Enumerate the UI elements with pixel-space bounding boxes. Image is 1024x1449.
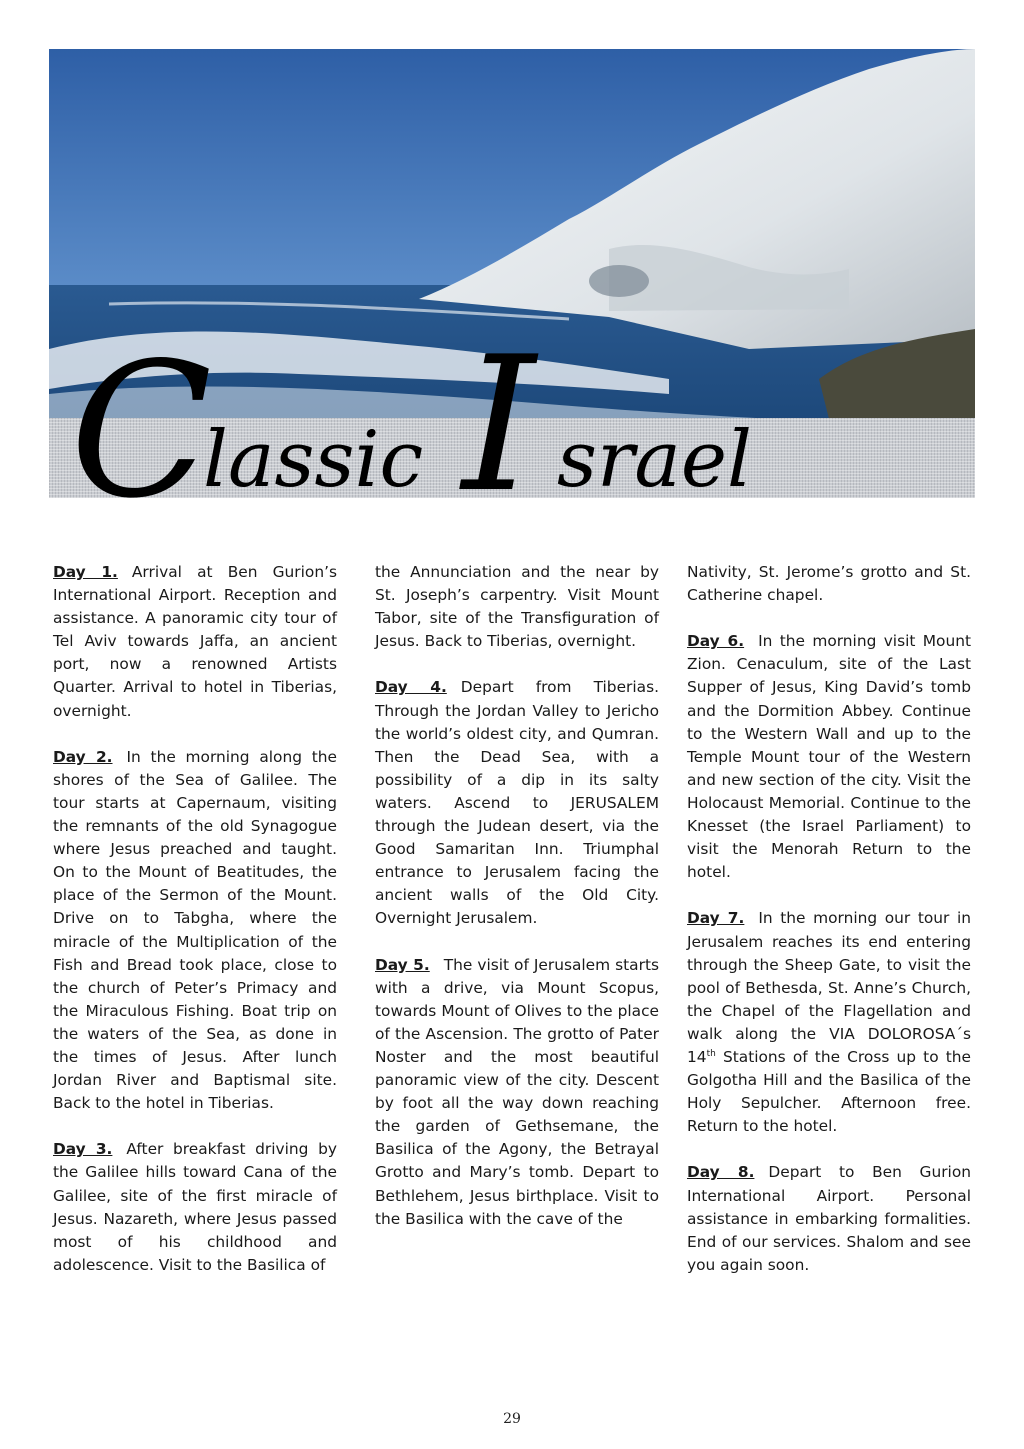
- day-1-paragraph: [53, 561, 337, 723]
- day-text: In the morning visit Mount Zion. Cenaculum, site of the Last Supper of Jesus, King David’s tomb and the Dormition Abbey. Continue to the Western Wall and up to the Temple Mount tour of the Western and new section of the city. Visit the Holocaust Memorial. Continue to the Knesset (the Israel Parliament) to visit the Menorah Return to the hotel.: [687, 632, 971, 882]
- day-text-continued: Stations of the Cross up to the Golgotha Hill and the Basilica of the Holy Sepulcher. Afternoon free. Return to the hotel.: [687, 1047, 971, 1136]
- day-text: In the morning our tour in Jerusalem reaches its end entering through the Sheep Gate, to visit the pool of Bethesda, St. Anne’s Church, the Chapel of the Flagellation and walk along the VIA DOLOROSA´s 14: [687, 909, 972, 1066]
- day-label: Day 4.: [375, 678, 447, 697]
- day-label: Day 6.: [687, 632, 745, 651]
- itinerary-column-1: [53, 561, 337, 1300]
- day-label: Day 7.: [687, 909, 745, 928]
- day-3-continued-paragraph: [375, 561, 659, 653]
- title-initial-c: C: [70, 322, 213, 539]
- day-text: After breakfast driving by the Galilee hills toward Cana of the Galilee, site of the first miracle of Jesus. Nazareth, where Jesus passed most of his childhood and adolescence. Visit to the Basilica of: [53, 1140, 337, 1274]
- day-label: Day 2.: [53, 747, 113, 766]
- title-initial-i: I: [462, 316, 536, 533]
- title-word-classic: lassic: [203, 415, 424, 505]
- day-text: The visit of Jerusalem starts with a drive, via Mount Scopus, towards Mount of Olives to the place of the Ascension. The grotto of Pater Noster and the most beautiful panoramic view of the city. Descent by foot all the way down reaching the garden of Gethsemane, the Basilica of the Agony, the Betrayal Grotto and Mary’s tomb. Depart to Bethlehem, Jesus birthplace. Visit to the Basilica with the cave of the: [375, 955, 659, 1228]
- itinerary-column-3: [687, 561, 971, 1300]
- day-label: Day 3.: [53, 1140, 113, 1159]
- page-number: 29: [503, 1411, 521, 1427]
- title-word-israel: srael: [557, 415, 752, 505]
- day-3-paragraph: [53, 1138, 337, 1277]
- day-text: In the morning along the shores of the Sea of Galilee. The tour starts at Capernaum, visiting the remnants of the old Synagogue where Jesus preached and taught. On to the Mount of Beatitudes, the place of the Sermon of the Mount. Drive on to Tabgha, where the miracle of the Multiplication of the Fish and Bread took place, close to the church of Peter’s Primacy and the Miraculous Fishing. Boat trip on the waters of the Sea, as done in the times of Jesus. After lunch Jordan River and Baptismal site. Back to the hotel in Tiberias.: [53, 747, 337, 1113]
- day-text: Arrival at Ben Gurion’s International Airport. Reception and assistance. A panoramic city tour of Tel Aviv towards Jaffa, an ancient port, now a renowned Artists Quarter. Arrival to hotel in Tiberias, overnight.: [53, 563, 337, 720]
- day-text: the Annunciation and the near by St. Joseph’s carpentry. Visit Mount Tabor, site of the Transfiguration of Jesus. Back to Tiberias, overnight.: [375, 563, 659, 651]
- day-text: Depart to Ben Gurion International Airport. Personal assistance in embarking formalities. End of our services. Shalom and see you again soon.: [687, 1163, 972, 1274]
- day-8-paragraph: [687, 1161, 971, 1276]
- day-label: Day 8.: [687, 1163, 755, 1182]
- superscript: th: [706, 1048, 716, 1059]
- itinerary-column-2: [375, 561, 659, 1254]
- day-text: Nativity, St. Jerome’s grotto and St. Catherine chapel.: [687, 563, 971, 605]
- day-text: Depart from Tiberias. Through the Jordan Valley to Jericho the world’s oldest city, and Qumran. Then the Dead Sea, with a possibility of a dip in its salty waters. Ascend to JERUSALEM through the Judean desert, via the Good Samaritan Inn. Triumphal entrance to Jerusalem facing the ancient walls of the Old City. Overnight Jerusalem.: [375, 678, 659, 928]
- day-5-paragraph: [375, 954, 659, 1231]
- day-7-paragraph: [687, 907, 971, 1138]
- day-2-paragraph: [53, 746, 337, 1116]
- day-label: Day 5.: [375, 955, 430, 974]
- day-5-continued-paragraph: [687, 561, 971, 607]
- day-label: Day 1.: [53, 563, 118, 581]
- day-4-paragraph: [375, 676, 659, 930]
- day-6-paragraph: [687, 630, 971, 884]
